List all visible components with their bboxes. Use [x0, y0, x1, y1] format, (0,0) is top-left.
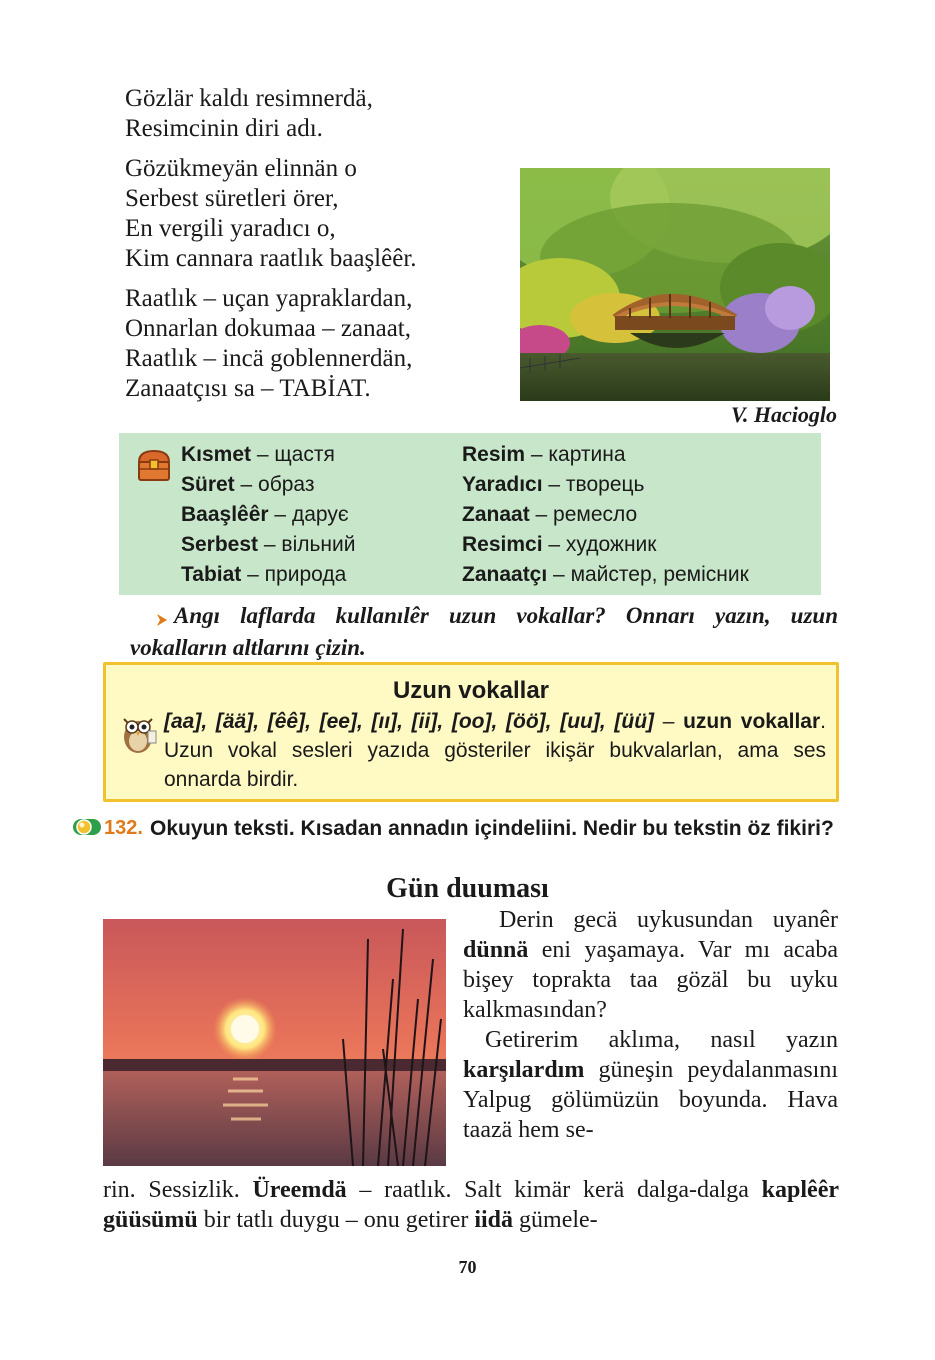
vocab-entry: Zanaatçı – майстер, ремісник: [462, 563, 749, 586]
vocab-entry: Resimci – художник: [462, 533, 657, 556]
poem-line: Serbest süretleri örer,: [125, 185, 339, 212]
vocab-entry: Tabiat – природа: [181, 563, 347, 586]
vocab-entry: Kısmet – щастя: [181, 443, 335, 466]
story-text-column: [463, 905, 838, 1145]
treasure-chest-icon: [135, 447, 173, 485]
exercise-number: 132.: [104, 817, 143, 839]
poem-line: Raatlık – incä goblennerdän,: [125, 345, 413, 372]
vocabulary-box: [119, 433, 821, 595]
owl-icon: [118, 711, 158, 755]
rule-term: uzun vokallar: [683, 710, 821, 733]
poem-stanza-3: [125, 284, 412, 404]
poem-line: Gözlär kaldı resimnerdä,: [125, 85, 373, 112]
story-paragraph-continued: rin. Sessizlik. Üreemdä – raatlık. Salt kimär kerä dalga-dalga kaplêêr güüsümü bir tatlı duygu – onu getirer iidä gümele-: [103, 1177, 839, 1233]
vocab-entry: Resim – картина: [462, 443, 626, 466]
long-vowels-list: [aa], [ää], [êê], [ee], [ıı], [ii], [oo], [öö], [uu], [üü]: [164, 710, 655, 733]
poem-line: Gözükmeyän elinnän o: [125, 155, 357, 182]
gloss-word: Üreemdä: [252, 1177, 347, 1203]
garden-bridge-photo: [520, 168, 830, 401]
poem-line: Kim cannara raatlık baaşlêêr.: [125, 245, 417, 272]
sunset-photo: [103, 919, 446, 1166]
gloss-word: iidä: [474, 1207, 514, 1233]
poem-line: Onnarlan dokumaa – zanaat,: [125, 315, 411, 342]
gloss-word: kaplêêr güüsümü: [103, 1177, 839, 1233]
vocab-entry: Baaşlêêr – дарує: [181, 503, 349, 526]
page-number: 70: [458, 1257, 477, 1277]
vocab-entry: Serbest – вільний: [181, 533, 356, 556]
gloss-word: karşılardım: [463, 1057, 585, 1083]
exercise-text: Okuyun teksti. Kısadan annadın içindeliini. Nedir bu tekstin öz fikiri?: [150, 817, 834, 840]
vocab-column-right: [462, 440, 749, 590]
story-title: Gün duuması: [386, 873, 549, 904]
exercise-badge-icon: [72, 817, 102, 837]
rule-box: [103, 662, 839, 802]
vocab-entry: Yaradıcı – творець: [462, 473, 645, 496]
poem-line: Raatlık – uçan yapraklardan,: [125, 285, 413, 312]
task-instruction: Angı laflarda kullanılêr uzun vokallar? Onnarı yazın, uzun vokalların altlarını çizin.: [130, 603, 838, 660]
poem-line: Resimcinin diri adı.: [125, 115, 323, 142]
poem-line: En vergili yaradıcı o,: [125, 215, 336, 242]
story-paragraph: Getirerim aklıma, nasıl yazın karşılardım güneşin peydalanmasını Yalpug gölümüzün boyunda. Hava taazä hem se-: [463, 1027, 838, 1143]
poem-author: V. Hacioglo: [731, 402, 837, 427]
poem-stanza-2: [125, 154, 417, 274]
vocab-entry: Süret – образ: [181, 473, 315, 496]
rule-text: [aa], [ää], [êê], [ee], [ıı], [ii], [oo], [öö], [uu], [üü] – uzun vokallar. Uzun vokal sesleri yazıda gösteriler ikişär bukvalarlan, ama ses onnarda birdir.: [164, 710, 826, 791]
gloss-word: dünnä: [463, 937, 529, 963]
rule-title: Uzun vokallar: [392, 677, 550, 704]
poem-stanza-1: [125, 84, 373, 144]
vocab-entry: Zanaat – ремесло: [462, 503, 638, 526]
poem-line: Zanaatçısı sa – TABİAT.: [125, 375, 371, 402]
vocab-column-left: [181, 440, 355, 590]
story-paragraph: Derin gecä uykusundan uyanêr dünnä eni yaşamaya. Var mı acaba bişey toprakta taa gözäl bu uyku kalkmasından?: [463, 907, 838, 1023]
